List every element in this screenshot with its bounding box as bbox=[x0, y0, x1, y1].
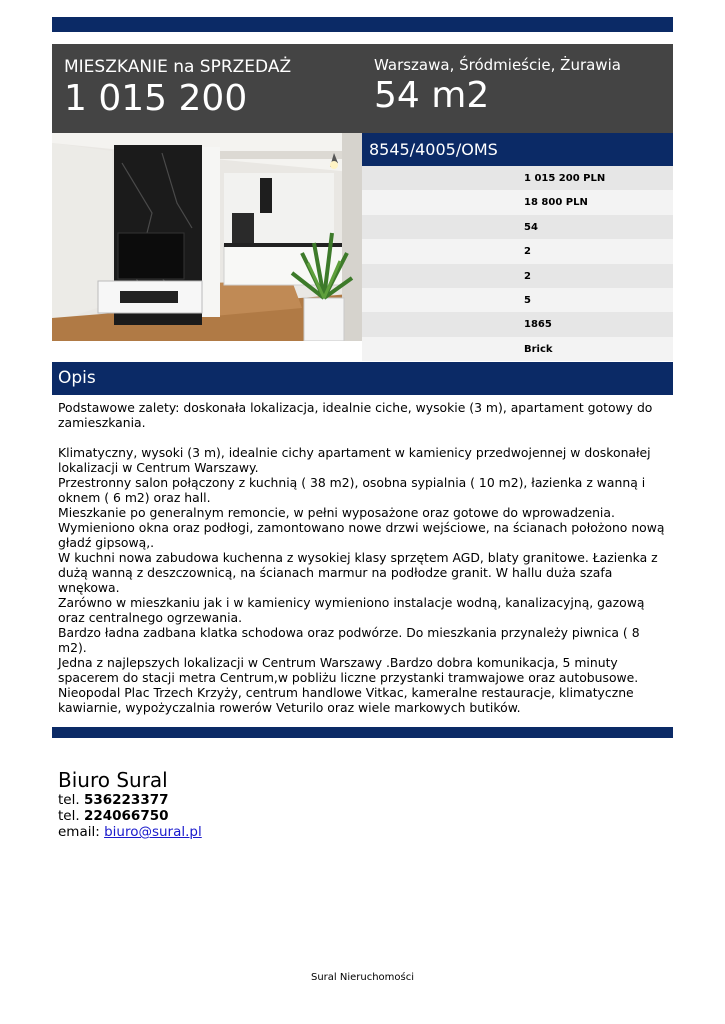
detail-value: 2 bbox=[524, 270, 531, 282]
description-paragraph: Mieszkanie po generalnym remoncie, w pełni wyposażone oraz gotowe do wprowadzenia. bbox=[58, 505, 615, 520]
detail-row bbox=[362, 264, 673, 288]
description-heading-bar bbox=[52, 362, 673, 395]
email-link[interactable]: biuro@sural.pl bbox=[104, 824, 202, 840]
detail-value: 5 bbox=[524, 294, 531, 306]
description-heading: Opis bbox=[58, 368, 96, 388]
description-paragraph: Zarówno w mieszkaniu jak i w kamienicy wymieniono instalacje wodną, kanalizacyjną, gazową oraz centralnego ogrzewania. bbox=[58, 595, 645, 625]
description-paragraph: Wymieniono okna oraz podłogi, zamontowano nowe drzwi wejściowe, na ścianach położono nową gładź gipsową,. bbox=[58, 520, 665, 550]
phone-number-2: 224066750 bbox=[83, 808, 169, 824]
listing-type: MIESZKANIE na SPRZEDAŻ bbox=[64, 57, 292, 77]
email-label: email: bbox=[58, 824, 100, 840]
detail-row bbox=[362, 337, 673, 361]
description-paragraph: Bardzo ładna zadbana klatka schodowa oraz podwórze. Do mieszkania przynależy piwnica ( 8 m2). bbox=[58, 625, 640, 655]
detail-value: 1 015 200 PLN bbox=[524, 173, 606, 184]
listing-header bbox=[52, 44, 673, 133]
top-accent-bar bbox=[52, 17, 673, 32]
detail-row bbox=[362, 288, 673, 312]
details-table bbox=[362, 166, 673, 361]
listing-location: Warszawa, Śródmieście, Żurawia bbox=[374, 56, 621, 74]
description-paragraph: Podstawowe zalety: doskonała lokalizacja, idealnie ciche, wysokie (3 m), apartament gotowy do zamieszkania. bbox=[58, 400, 653, 430]
description-text bbox=[58, 400, 670, 715]
tel-label: tel. bbox=[58, 808, 80, 824]
bottom-accent-bar bbox=[52, 727, 673, 738]
detail-row bbox=[362, 312, 673, 336]
contact-block bbox=[58, 768, 202, 840]
phone-number-1: 536223377 bbox=[83, 792, 169, 808]
tel-label: tel. bbox=[58, 792, 80, 808]
detail-value: 54 bbox=[524, 221, 538, 233]
detail-value: Brick bbox=[524, 343, 553, 355]
footer-text: Sural Nieruchomości bbox=[310, 972, 415, 983]
description-paragraph: Jedna z najlepszych lokalizacji w Centrum Warszawy .Bardzo dobra komunikacja, 5 minuty spacerem do stacji metra Centrum,w pobliżu liczne przystanki tramwajowe oraz autobusowe. bbox=[58, 655, 639, 685]
listing-price: 1 015 200 bbox=[64, 78, 248, 119]
detail-value: 18 800 PLN bbox=[524, 197, 588, 209]
detail-row bbox=[362, 239, 673, 263]
detail-row bbox=[362, 190, 673, 214]
reference-number: 8545/4005/OMS bbox=[369, 140, 498, 159]
property-photo bbox=[52, 133, 362, 341]
description-paragraph: Przestronny salon połączony z kuchnią ( 38 m2), osobna sypialnia ( 10 m2), łazienka z wanną i oknem ( 6 m2) oraz hall. bbox=[58, 475, 646, 505]
phone-line-2 bbox=[58, 808, 202, 824]
agency-name: Biuro Sural bbox=[58, 768, 168, 792]
reference-bar bbox=[362, 133, 673, 166]
email-line bbox=[58, 824, 202, 840]
detail-value: 1865 bbox=[524, 319, 552, 331]
listing-area: 54 m2 bbox=[374, 75, 490, 116]
description-spacer bbox=[58, 430, 670, 445]
description-paragraph: Nieopodal Plac Trzech Krzyży, centrum handlowe Vitkac, kameralne restauracje, klimatyczne kawiarnie, wypożyczalnia rowerów Veturilo oraz wiele markowych butików. bbox=[58, 685, 634, 715]
detail-row bbox=[362, 166, 673, 190]
description-paragraph: Klimatyczny, wysoki (3 m), idealnie cichy apartament w kamienicy przedwojennej w doskonałej lokalizacji w Centrum Warszawy. bbox=[58, 445, 651, 475]
detail-row bbox=[362, 215, 673, 239]
description-paragraph: W kuchni nowa zabudowa kuchenna z wysokiej klasy sprzętem AGD, blaty granitowe. Łazienka z dużą wanną z deszczownicą, na ścianach marmur na podłodze granit. W hallu duża szafa wnękowa. bbox=[58, 550, 658, 595]
detail-value: 2 bbox=[524, 246, 531, 258]
phone-line-1 bbox=[58, 792, 202, 808]
